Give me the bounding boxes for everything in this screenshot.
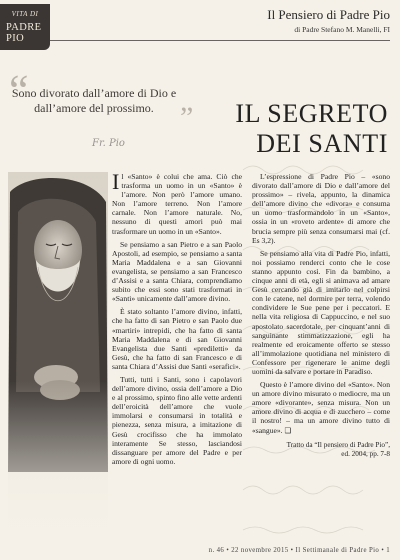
article-title-line2: DEI SANTI: [256, 129, 388, 158]
paragraph-5: L’espressione di Padre Pio – «sono divorato dall’amore di Dio e dall’amore del prossimo» – rivela, appunto, la dinamica dell’amore divino che «divora» e consuma un uomo trasformandolo in un «Santo», ossia in un «roveto ardente» di amore che brucia sempre più senza consumarsi mai (cf. Es 3,2).: [252, 172, 390, 245]
paragraph-1: [112, 169, 242, 236]
close-quote-icon: ”: [180, 101, 194, 134]
paragraph-6: Se pensiamo alla vita di Padre Pio, infatti, noi possiamo renderci conto che le cose stanno appunto così. Fin da bambino, a cinque anni di età, egli si animava ad amare Gesù cercando già di imitarlo nel colpirsi con le catene, nel dormire per terra, volendo condividere le Sue pene per i peccatori. E nella vita religiosa di Cappuccino, e nel suo apostolato sacerdotale, per cinquant’anni di sanguinante stimmatizzazione, egli ha realmente ed eroicamente offerto se stesso all’immolazione quotidiana nel ministero di Confessore per rigenerare le anime degli uomini da salvare e portare in Paradiso.: [252, 248, 390, 376]
paragraph-3: È stato soltanto l’amore divino, infatti, che ha fatto di san Pietro e san Paolo due «martiri» intrepidi, che ha fatto di santa Maria Maddalena e di san Giovanni Evangelista due Santi «prediletti» da Gesù, che ha fatto di san Francesco e di santa Chiara d’Assisi due Santi «serafici».: [112, 307, 242, 371]
article-column-right: [252, 172, 390, 459]
dropcap: I: [112, 169, 120, 194]
article-column-left: [112, 169, 242, 466]
attribution-line1: Tratto da “Il pensiero di Padre Pio”,: [286, 440, 390, 449]
padre-pio-photo: [8, 172, 108, 552]
paragraph-4: Tutti, tutti i Santi, sono i capolavori dell’amore divino, ossia dell’amore a Dio e al prossimo, spinto fino alle vette ardenti dell’eroicità dell’amore che vuole immolarsi e consumarsi in totalità e pienezza, senza misura, a imitazione di Gesù crocifisso che ha immolato interamente Se stesso, lasciandosi dissanguare per amore del Padre e per amore di ogni uomo.: [112, 374, 242, 466]
attribution-line2: ed. 2004, pp. 7-8: [341, 449, 390, 458]
article-title-line1: IL SEGRETO: [235, 99, 388, 128]
paragraph-1-text: l «Santo» è colui che ama. Ciò che trasforma un uomo in un «Santo» è l’amore. Non però l’amore umano. Non l’amore terreno. Non l’amore carnale. Non l’amore naturale. No, nessuno di questi amori può mai trasformare un uomo in un «Santo».: [112, 172, 242, 236]
signature: Fr. Pio: [92, 138, 125, 149]
brand-logo: [0, 4, 50, 50]
paragraph-2: Se pensiamo a san Pietro e a san Paolo Apostoli, ad esempio, se pensiamo a santa Maria Maddalena e a san Giovanni evangelista, se pensiamo a san Francesco d’Assisi e a santa Chiara, comprendiamo subito che essi sono stati trasformati in «Santi» unicamente dall’amore divino.: [112, 239, 242, 304]
header-divider: [50, 40, 390, 41]
pull-quote: Sono divorato dall’amore di Dio e dall’amore del prossimo.: [11, 86, 177, 115]
brand-logo-vita: VITA DI: [11, 10, 39, 18]
paragraph-7: Questo è l’amore divino del «Santo». Non un amore divino misurato o mediocre, ma un amore «divorante», senza misura. Non un amore divino di acqua e di zucchero – come il nostro! – ma un amore divino tutto di «sangue». ❑: [252, 380, 390, 435]
column-title: Il Pensiero di Padre Pio: [267, 7, 390, 22]
open-quote-icon: “: [9, 66, 29, 115]
author-byline: di Padre Stefano M. Manelli, FI: [294, 25, 390, 34]
attribution: [252, 441, 390, 459]
page-footer: n. 46 • 22 novembre 2015 • Il Settimanale di Padre Pio • 1: [208, 547, 390, 554]
brand-logo-name: PADRE PIO: [6, 22, 42, 44]
